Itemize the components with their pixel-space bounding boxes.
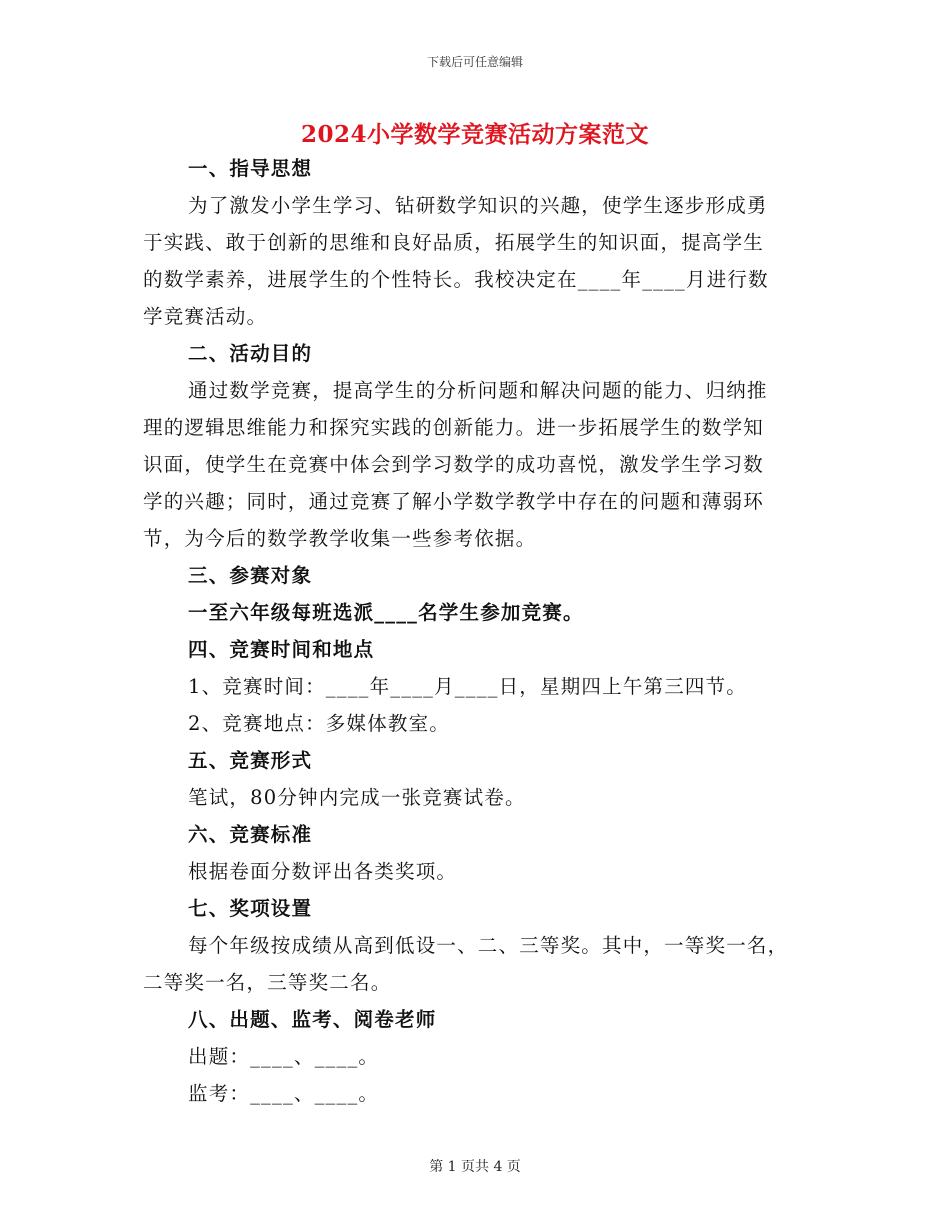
section-heading-2: 二、活动目的 — [188, 342, 313, 365]
paragraph-line: 的数学素养，进展学生的个性特长。我校决定在____年____月进行数 — [143, 268, 769, 291]
section-heading-1: 一、指导思想 — [188, 157, 313, 180]
paragraph-line: 每个年级按成绩从高到低设一、二、三等奖。其中，一等奖一名， — [188, 934, 789, 957]
paragraph-line: 识面，使学生在竞赛中体会到学习数学的成功喜悦，激发学生学习数 — [143, 453, 765, 476]
paragraph-line: 学竞赛活动。 — [143, 305, 268, 328]
paragraph-line: 笔试，80分钟内完成一张竞赛试卷。 — [188, 786, 526, 809]
section-heading-7: 七、奖项设置 — [188, 897, 313, 920]
document-title: 2024小学数学竞赛活动方案范文 — [300, 121, 649, 148]
list-item: 2、竞赛地点：多媒体教室。 — [188, 712, 451, 735]
paragraph-line: 学的兴趣；同时，通过竞赛了解小学数学教学中存在的问题和薄弱环 — [143, 490, 765, 513]
list-item: 出题：____、____。 — [188, 1045, 380, 1068]
page-footer: 第 1 页共 4 页 — [429, 1159, 521, 1175]
section-heading-4: 四、竞赛时间和地点 — [188, 638, 375, 661]
list-item: 监考：____、____。 — [188, 1082, 380, 1105]
paragraph-line: 节，为今后的数学教学收集一些参考依据。 — [143, 527, 537, 550]
paragraph-line: 根据卷面分数评出各类奖项。 — [188, 860, 458, 883]
section-heading-6: 六、竞赛标准 — [188, 823, 313, 846]
paragraph-line: 理的逻辑思维能力和探究实践的创新能力。进一步拓展学生的数学知 — [143, 416, 765, 439]
section-heading-3: 三、参赛对象 — [188, 564, 313, 587]
participants-line: 一至六年级每班选派____名学生参加竞赛。 — [188, 601, 584, 624]
paragraph-line: 通过数学竞赛，提高学生的分析问题和解决问题的能力、归纳推 — [188, 379, 768, 402]
paragraph-line: 为了激发小学生学习、钻研数学知识的兴趣，使学生逐步形成勇 — [188, 194, 768, 217]
paragraph-line: 于实践、敢于创新的思维和良好品质，拓展学生的知识面，提高学生 — [143, 231, 765, 254]
section-heading-5: 五、竞赛形式 — [188, 749, 313, 772]
header-note: 下载后可任意编辑 — [426, 55, 523, 69]
list-item: 1、竞赛时间：____年____月____日，星期四上午第三四节。 — [188, 675, 748, 698]
paragraph-line: 二等奖一名，三等奖二名。 — [143, 971, 392, 994]
section-heading-8: 八、出题、监考、阅卷老师 — [188, 1008, 437, 1031]
